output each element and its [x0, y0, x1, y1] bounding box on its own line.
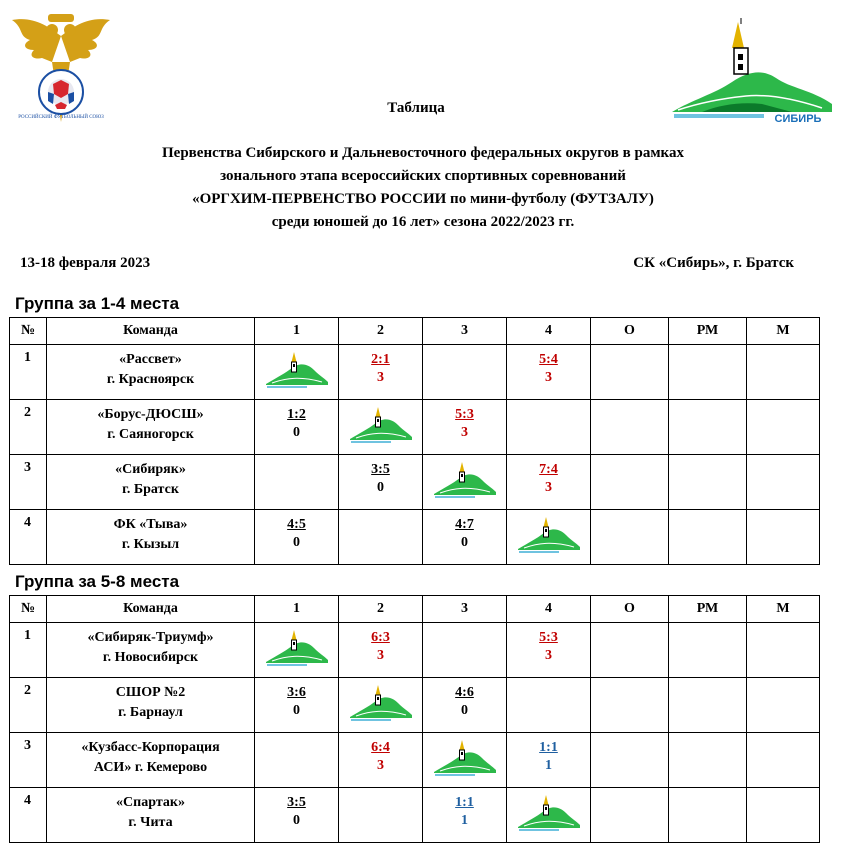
team-cell: [47, 345, 255, 400]
header-line-3: «ОРГХИМ-ПЕРВЕНСТВО РОССИИ по мини-футболу (ФУТЗАЛУ): [192, 191, 654, 207]
team-city: г. Братск: [122, 482, 179, 497]
match-result-cell: [339, 345, 423, 400]
empty-result-cell: [507, 678, 591, 733]
place-cell: [747, 345, 820, 400]
team-cell: [47, 455, 255, 510]
match-result-cell: [423, 788, 507, 843]
match-result-cell: [423, 400, 507, 455]
table-row: [10, 400, 820, 455]
goals-cell: [669, 733, 747, 788]
place-cell: [747, 623, 820, 678]
match-points: 0: [377, 480, 384, 495]
event-venue: СК «Сибирь», г. Братск: [633, 255, 794, 271]
match-score: 7:4: [539, 462, 558, 477]
self-match-cell: [507, 788, 591, 843]
match-points: 1: [545, 758, 552, 773]
place-cell: [747, 733, 820, 788]
match-score: 4:6: [455, 685, 474, 700]
place-cell: [747, 400, 820, 455]
goals-cell: [669, 455, 747, 510]
header-line-4: среди юношей до 16 лет» сезона 2022/2023 гг.: [271, 214, 575, 230]
match-points: 0: [293, 425, 300, 440]
self-match-cell: [255, 623, 339, 678]
match-score: 1:1: [455, 795, 474, 810]
team-name: СШОР №2: [115, 685, 186, 700]
match-result-cell: [339, 455, 423, 510]
team-number: 2: [10, 400, 47, 455]
empty-result-cell: [423, 345, 507, 400]
match-points: 3: [377, 648, 384, 663]
team-name: «Спартак»: [116, 795, 185, 810]
match-points: 0: [293, 535, 300, 550]
empty-result-cell: [339, 788, 423, 843]
self-match-cell: [423, 733, 507, 788]
match-points: 0: [293, 813, 300, 828]
team-cell: [47, 733, 255, 788]
match-result-cell: [255, 510, 339, 565]
team-number: 4: [10, 510, 47, 565]
team-city: г. Красноярск: [106, 372, 195, 387]
team-cell: [47, 400, 255, 455]
header-row: [10, 318, 820, 345]
match-score: 5:3: [539, 630, 558, 645]
sibir-mini-logo: [434, 462, 496, 500]
sibir-logo-text: СИБИРЬ: [774, 113, 822, 125]
group-2-table: [9, 595, 820, 843]
team-city: г. Кызыл: [121, 537, 180, 552]
match-score: 1:1: [539, 740, 558, 755]
sibir-mini-logo: [518, 795, 580, 833]
match-points: 3: [377, 758, 384, 773]
team-city: г. Новосибирск: [102, 650, 199, 665]
place-cell: [747, 788, 820, 843]
column-header: О: [591, 318, 669, 345]
match-result-cell: [423, 678, 507, 733]
match-result-cell: [507, 623, 591, 678]
emblem-text: РОССИЙСКИЙ ФУТБОЛЬНЫЙ СОЮЗ: [18, 115, 104, 120]
goals-cell: [669, 623, 747, 678]
team-name: ФК «Тыва»: [113, 517, 188, 532]
sibir-mini-logo: [350, 685, 412, 723]
goals-cell: [669, 400, 747, 455]
match-score: 4:7: [455, 517, 474, 532]
team-name: «Сибиряк-Триумф»: [87, 630, 214, 645]
sibir-mini-logo: [350, 407, 412, 445]
match-result-cell: [507, 733, 591, 788]
column-header: №: [10, 318, 47, 345]
column-header: 3: [423, 596, 507, 623]
team-number: 3: [10, 733, 47, 788]
column-header: 4: [507, 318, 591, 345]
self-match-cell: [255, 345, 339, 400]
match-result-cell: [423, 510, 507, 565]
match-points: 3: [545, 480, 552, 495]
table-row: [10, 623, 820, 678]
table-row: [10, 733, 820, 788]
table-row: [10, 510, 820, 565]
match-score: 4:5: [287, 517, 306, 532]
team-city: г. Саяногорск: [107, 427, 194, 442]
group-1-title: Группа за 1-4 места: [15, 294, 180, 313]
self-match-cell: [339, 678, 423, 733]
table-row: [10, 345, 820, 400]
match-score: 3:6: [287, 685, 306, 700]
match-score: 5:4: [539, 352, 558, 367]
column-header: 2: [339, 596, 423, 623]
total-points-cell: [591, 400, 669, 455]
place-cell: [747, 455, 820, 510]
team-city: г. Чита: [128, 815, 173, 830]
match-points: 3: [377, 370, 384, 385]
team-number: 1: [10, 623, 47, 678]
team-number: 2: [10, 678, 47, 733]
team-city: АСИ» г. Кемерово: [93, 760, 208, 775]
place-cell: [747, 510, 820, 565]
match-points: 1: [461, 813, 468, 828]
column-header: 2: [339, 318, 423, 345]
sibir-mini-logo: [434, 740, 496, 778]
table-row: [10, 788, 820, 843]
team-cell: [47, 510, 255, 565]
self-match-cell: [339, 400, 423, 455]
total-points-cell: [591, 623, 669, 678]
team-name: «Сибиряк»: [115, 462, 186, 477]
table-row: [10, 455, 820, 510]
match-points: 0: [461, 703, 468, 718]
empty-result-cell: [255, 733, 339, 788]
document-title: Таблица: [387, 100, 445, 116]
header-row: [10, 596, 820, 623]
team-cell: [47, 678, 255, 733]
team-city: г. Барнаул: [118, 705, 183, 720]
match-score: 6:3: [371, 630, 390, 645]
team-name: «Кузбасс-Корпорация: [81, 740, 220, 755]
match-result-cell: [255, 400, 339, 455]
match-result-cell: [507, 345, 591, 400]
match-result-cell: [339, 733, 423, 788]
team-name: «Борус-ДЮСШ»: [97, 407, 204, 422]
column-header: 3: [423, 318, 507, 345]
match-score: 3:5: [371, 462, 390, 477]
place-cell: [747, 678, 820, 733]
match-result-cell: [339, 623, 423, 678]
team-number: 4: [10, 788, 47, 843]
sibir-mini-logo: [518, 517, 580, 555]
column-header: РМ: [669, 318, 747, 345]
match-score: 1:2: [287, 407, 306, 422]
total-points-cell: [591, 733, 669, 788]
total-points-cell: [591, 678, 669, 733]
column-header: 4: [507, 596, 591, 623]
match-score: 5:3: [455, 407, 474, 422]
goals-cell: [669, 345, 747, 400]
match-score: 3:5: [287, 795, 306, 810]
column-header: Команда: [47, 596, 255, 623]
match-result-cell: [255, 788, 339, 843]
match-score: 6:4: [371, 740, 390, 755]
empty-result-cell: [255, 455, 339, 510]
sibir-mini-logo: [266, 352, 328, 390]
team-number: 1: [10, 345, 47, 400]
column-header: 1: [255, 318, 339, 345]
match-points: 3: [545, 370, 552, 385]
column-header: Команда: [47, 318, 255, 345]
column-header: №: [10, 596, 47, 623]
match-result-cell: [255, 678, 339, 733]
total-points-cell: [591, 788, 669, 843]
self-match-cell: [507, 510, 591, 565]
match-points: 0: [293, 703, 300, 718]
group-1-table: [9, 317, 820, 565]
event-date: 13-18 февраля 2023: [20, 255, 151, 271]
empty-result-cell: [423, 623, 507, 678]
match-result-cell: [507, 455, 591, 510]
column-header: 1: [255, 596, 339, 623]
team-cell: [47, 623, 255, 678]
goals-cell: [669, 678, 747, 733]
team-name: «Рассвет»: [119, 352, 182, 367]
empty-result-cell: [339, 510, 423, 565]
total-points-cell: [591, 455, 669, 510]
group-2-title: Группа за 5-8 места: [15, 572, 180, 591]
match-score: 2:1: [371, 352, 390, 367]
goals-cell: [669, 510, 747, 565]
column-header: О: [591, 596, 669, 623]
total-points-cell: [591, 510, 669, 565]
column-header: РМ: [669, 596, 747, 623]
table-row: [10, 678, 820, 733]
column-header: М: [747, 596, 820, 623]
match-points: 3: [545, 648, 552, 663]
team-number: 3: [10, 455, 47, 510]
header-line-2: зонального этапа всероссийских спортивных соревнований: [220, 168, 626, 184]
sibir-mini-logo: [266, 630, 328, 668]
match-points: 3: [461, 425, 468, 440]
self-match-cell: [423, 455, 507, 510]
match-points: 0: [461, 535, 468, 550]
empty-result-cell: [507, 400, 591, 455]
column-header: М: [747, 318, 820, 345]
goals-cell: [669, 788, 747, 843]
header-line-1: Первенства Сибирского и Дальневосточного федеральных округов в рамках: [162, 145, 684, 161]
team-cell: [47, 788, 255, 843]
total-points-cell: [591, 345, 669, 400]
